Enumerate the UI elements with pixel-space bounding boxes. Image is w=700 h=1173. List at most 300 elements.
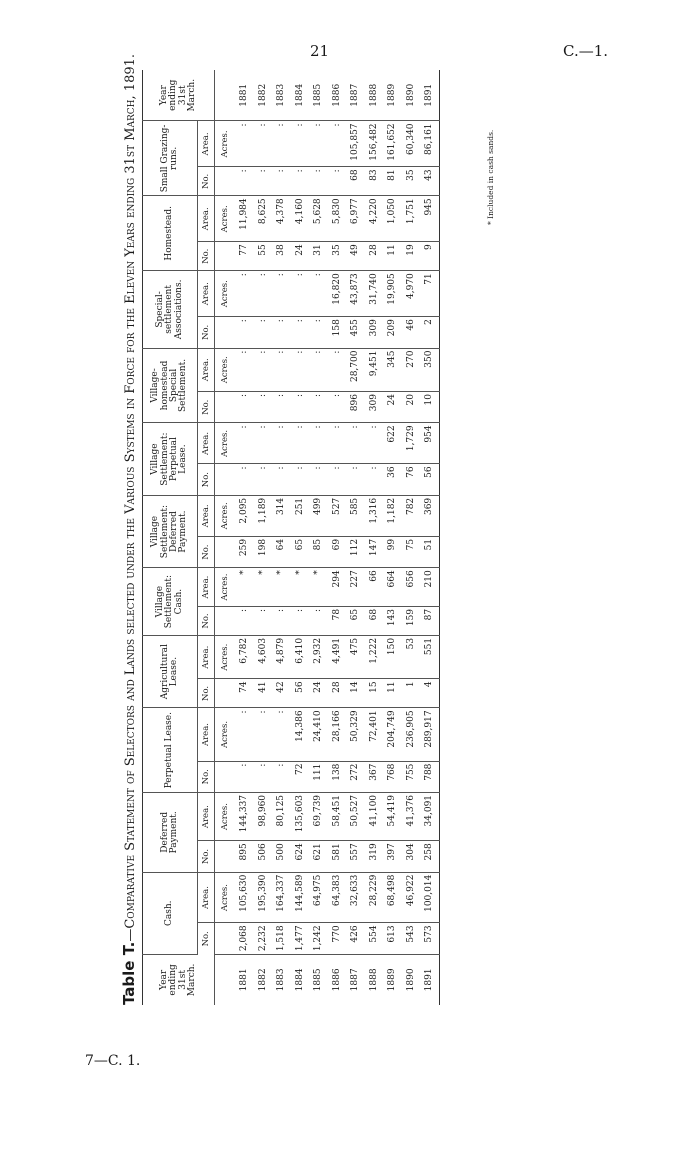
number-cell: 74 [235, 679, 254, 708]
area-cell: 6,977 [346, 196, 365, 242]
number-cell: 65 [346, 606, 365, 635]
number-cell: 426 [346, 923, 365, 954]
year-cell: 1884 [294, 968, 305, 992]
rotated-table-block [120, 53, 510, 1005]
number-cell: 35 [328, 242, 347, 271]
no-subheader: No. [198, 392, 215, 423]
number-cell: : [235, 606, 254, 635]
number-cell: 56 [420, 464, 439, 495]
area-cell: 782 [402, 495, 421, 536]
number-cell: 143 [383, 606, 402, 635]
number-cell: : [328, 464, 347, 495]
year-header-right: Year ending 31st March. [143, 70, 215, 121]
number-cell: 38 [272, 242, 291, 271]
area-cell: 4,160 [291, 196, 310, 242]
table-row [402, 70, 421, 1005]
number-cell: 83 [365, 167, 384, 196]
number-cell: 2,232 [254, 923, 273, 954]
number-cell: 557 [346, 841, 365, 872]
empty-cell [215, 317, 236, 348]
area-cell: 4,491 [328, 635, 347, 679]
area-cell: 161,652 [383, 121, 402, 167]
table-row [309, 70, 328, 1005]
table-body [215, 70, 440, 1005]
area-cell: 195,390 [254, 872, 273, 923]
number-cell: 4 [420, 679, 439, 708]
number-cell: : [309, 392, 328, 423]
area-cell: 4,220 [365, 196, 384, 242]
area-subheader: Area. [198, 423, 215, 464]
number-cell: 895 [235, 841, 254, 872]
units-cell: Acres. [215, 423, 236, 464]
number-cell: : [291, 167, 310, 196]
number-cell: 41 [254, 679, 273, 708]
area-cell: 527 [328, 495, 347, 536]
number-cell: 81 [383, 167, 402, 196]
area-cell: : [309, 121, 328, 167]
year-cell: 1883 [276, 968, 287, 992]
number-cell: : [272, 392, 291, 423]
document-code: C.—1. [563, 42, 609, 60]
number-cell: 78 [328, 606, 347, 635]
year-cell: 1889 [387, 968, 398, 992]
number-cell: 543 [402, 923, 421, 954]
number-cell: : [365, 464, 384, 495]
area-cell: 1,729 [402, 423, 421, 464]
area-cell: : [254, 348, 273, 391]
area-cell: 656 [402, 568, 421, 607]
number-cell: 2 [420, 317, 439, 348]
number-cell: 755 [402, 761, 421, 792]
year-cell-right: 1891 [420, 70, 439, 121]
area-cell: : [309, 423, 328, 464]
area-cell: : [328, 348, 347, 391]
area-cell: 98,960 [254, 792, 273, 840]
number-cell: 24 [309, 679, 328, 708]
area-cell: 24,410 [309, 708, 328, 761]
area-cell: 475 [346, 635, 365, 679]
area-cell: 4,970 [402, 271, 421, 317]
empty-cell [215, 761, 236, 792]
empty-cell [215, 841, 236, 872]
area-subheader: Area. [198, 708, 215, 761]
area-cell: 71 [420, 271, 439, 317]
number-cell: 159 [402, 606, 421, 635]
area-cell: : [291, 271, 310, 317]
area-cell: 204,749 [383, 708, 402, 761]
area-cell: 50,329 [346, 708, 365, 761]
year-cell-right: 1888 [365, 70, 384, 121]
number-cell: : [309, 317, 328, 348]
area-cell: 64,975 [309, 872, 328, 923]
number-cell: : [235, 392, 254, 423]
area-cell: 664 [383, 568, 402, 607]
no-subheader: No. [198, 536, 215, 567]
area-cell: : [235, 121, 254, 167]
area-cell: 5,830 [328, 196, 347, 242]
year-cell: 1886 [331, 968, 342, 992]
units-cell: Acres. [215, 271, 236, 317]
area-cell: 314 [272, 495, 291, 536]
area-cell: 50,527 [346, 792, 365, 840]
group-header: Village Settlement: Perpetual Lease. [143, 423, 198, 495]
number-cell: 304 [402, 841, 421, 872]
number-cell: 15 [365, 679, 384, 708]
no-subheader: No. [198, 841, 215, 872]
number-cell: 36 [383, 464, 402, 495]
area-cell: 43,873 [346, 271, 365, 317]
number-cell: 896 [346, 392, 365, 423]
area-cell: 236,905 [402, 708, 421, 761]
area-cell: 1,222 [365, 635, 384, 679]
area-cell: 46,922 [402, 872, 421, 923]
area-subheader: Area. [198, 792, 215, 840]
area-cell: : [346, 423, 365, 464]
group-header: Deferred Payment. [143, 792, 198, 872]
area-cell: : [328, 121, 347, 167]
number-cell: : [309, 606, 328, 635]
area-cell: 2,932 [309, 635, 328, 679]
year-cell-right: 1887 [346, 70, 365, 121]
group-header: Homestead. [143, 196, 198, 271]
number-cell: 28 [328, 679, 347, 708]
year-cell-right: 1883 [272, 70, 291, 121]
units-row [215, 70, 236, 1005]
number-cell: 68 [346, 167, 365, 196]
no-subheader: No. [198, 761, 215, 792]
empty-cell [215, 392, 236, 423]
empty-cell [215, 954, 236, 1005]
number-cell: : [254, 317, 273, 348]
table-row [383, 70, 402, 1005]
area-cell: 72,401 [365, 708, 384, 761]
empty-cell [215, 70, 236, 121]
year-cell-right: 1882 [254, 70, 273, 121]
area-subheader: Area. [198, 121, 215, 167]
area-cell: : [272, 708, 291, 761]
area-cell: : [291, 423, 310, 464]
area-cell: : [309, 348, 328, 391]
area-cell: : [235, 271, 254, 317]
year-cell-right: 1885 [309, 70, 328, 121]
number-cell: 64 [272, 536, 291, 567]
number-cell: 367 [365, 761, 384, 792]
group-header: Cash. [143, 872, 198, 954]
number-cell: 158 [328, 317, 347, 348]
area-cell: 2,095 [235, 495, 254, 536]
area-cell: 551 [420, 635, 439, 679]
area-cell: : [272, 121, 291, 167]
area-cell: 19,905 [383, 271, 402, 317]
area-cell: 164,337 [272, 872, 291, 923]
area-cell: 8,625 [254, 196, 273, 242]
number-cell: 455 [346, 317, 365, 348]
footnote: * Included in cash sands. [486, 129, 495, 225]
group-header: Village-homestead Special Settlement. [143, 348, 198, 423]
number-cell: 397 [383, 841, 402, 872]
number-cell: : [272, 606, 291, 635]
number-cell: 42 [272, 679, 291, 708]
number-cell: : [235, 464, 254, 495]
area-cell: 135,603 [291, 792, 310, 840]
number-cell: 85 [309, 536, 328, 567]
area-cell: : [254, 121, 273, 167]
area-subheader: Area. [198, 872, 215, 923]
year-cell: 1885 [313, 968, 324, 992]
area-cell: 4,879 [272, 635, 291, 679]
area-cell: 41,100 [365, 792, 384, 840]
units-cell: Acres. [215, 708, 236, 761]
number-cell: 11 [383, 242, 402, 271]
number-cell: : [254, 761, 273, 792]
area-cell: 41,376 [402, 792, 421, 840]
area-cell: 31,740 [365, 271, 384, 317]
area-cell: 5,628 [309, 196, 328, 242]
group-header: Small Grazing-runs. [143, 121, 198, 196]
area-cell: : [272, 271, 291, 317]
number-cell: 28 [365, 242, 384, 271]
area-cell: 64,383 [328, 872, 347, 923]
area-cell: 14,386 [291, 708, 310, 761]
area-subheader: Area. [198, 348, 215, 391]
units-cell: Acres. [215, 568, 236, 607]
year-cell: 1891 [424, 968, 435, 992]
year-cell: 1890 [405, 968, 416, 992]
no-subheader: No. [198, 923, 215, 954]
table-row [291, 70, 310, 1005]
area-cell: 227 [346, 568, 365, 607]
number-cell: 19 [402, 242, 421, 271]
number-cell: 258 [420, 841, 439, 872]
group-header: Agricultural Lease. [143, 635, 198, 707]
number-cell: 309 [365, 392, 384, 423]
number-cell: : [291, 606, 310, 635]
area-cell: : [309, 271, 328, 317]
units-cell: Acres. [215, 196, 236, 242]
area-cell: 80,125 [272, 792, 291, 840]
no-subheader: No. [198, 606, 215, 635]
number-cell: 31 [309, 242, 328, 271]
number-cell: 272 [346, 761, 365, 792]
number-cell: 613 [383, 923, 402, 954]
no-subheader: No. [198, 242, 215, 271]
number-cell: 259 [235, 536, 254, 567]
number-cell: 46 [402, 317, 421, 348]
number-cell: : [272, 167, 291, 196]
no-subheader: No. [198, 317, 215, 348]
area-cell: : [272, 348, 291, 391]
area-cell: : [235, 348, 254, 391]
area-cell: 6,782 [235, 635, 254, 679]
empty-cell [215, 679, 236, 708]
units-cell: Acres. [215, 495, 236, 536]
number-cell: 35 [402, 167, 421, 196]
group-header-row [143, 70, 198, 1005]
units-cell: Acres. [215, 792, 236, 840]
empty-cell [215, 464, 236, 495]
number-cell: 2,068 [235, 923, 254, 954]
units-cell: Acres. [215, 121, 236, 167]
area-cell: 54,419 [383, 792, 402, 840]
no-subheader: No. [198, 464, 215, 495]
area-cell: 105,630 [235, 872, 254, 923]
table-row [346, 70, 365, 1005]
year-cell-right: 1886 [328, 70, 347, 121]
area-cell: 16,820 [328, 271, 347, 317]
number-cell: : [291, 464, 310, 495]
area-cell: 945 [420, 196, 439, 242]
number-cell: 99 [383, 536, 402, 567]
page-number: 21 [310, 42, 330, 60]
page-footer: 7—C. 1. [85, 1053, 141, 1069]
area-cell: 58,451 [328, 792, 347, 840]
area-cell: : [235, 423, 254, 464]
area-cell: 60,340 [402, 121, 421, 167]
number-cell: 500 [272, 841, 291, 872]
number-cell: 198 [254, 536, 273, 567]
area-cell: : [365, 423, 384, 464]
area-cell: 954 [420, 423, 439, 464]
table-row [254, 70, 273, 1005]
number-cell: 573 [420, 923, 439, 954]
number-cell: : [235, 317, 254, 348]
number-cell: : [254, 167, 273, 196]
area-cell: 350 [420, 348, 439, 391]
no-subheader: No. [198, 679, 215, 708]
table-row [328, 70, 347, 1005]
number-cell: 506 [254, 841, 273, 872]
number-cell: 770 [328, 923, 347, 954]
area-subheader: Area. [198, 495, 215, 536]
number-cell: 69 [328, 536, 347, 567]
area-cell: 4,378 [272, 196, 291, 242]
year-header: Year ending 31st March. [143, 954, 215, 1005]
number-cell: : [309, 464, 328, 495]
area-cell: 499 [309, 495, 328, 536]
number-cell: 72 [291, 761, 310, 792]
area-cell: 1,050 [383, 196, 402, 242]
number-cell: 1,242 [309, 923, 328, 954]
area-cell: 69,739 [309, 792, 328, 840]
number-cell: 1,518 [272, 923, 291, 954]
area-cell: 289,917 [420, 708, 439, 761]
year-cell-right: 1881 [235, 70, 254, 121]
area-cell: : [235, 708, 254, 761]
area-cell: * [254, 568, 273, 607]
units-cell: Acres. [215, 348, 236, 391]
year-cell-right: 1890 [402, 70, 421, 121]
area-cell: : [291, 348, 310, 391]
area-cell: 11,984 [235, 196, 254, 242]
number-cell: 10 [420, 392, 439, 423]
number-cell: : [272, 317, 291, 348]
area-cell: 294 [328, 568, 347, 607]
empty-cell [215, 923, 236, 954]
number-cell: : [235, 761, 254, 792]
area-cell: 144,589 [291, 872, 310, 923]
area-cell: 28,229 [365, 872, 384, 923]
number-cell: 76 [402, 464, 421, 495]
number-cell: 77 [235, 242, 254, 271]
table-row [272, 70, 291, 1005]
area-cell: 1,316 [365, 495, 384, 536]
area-subheader: Area. [198, 635, 215, 679]
area-cell: 28,700 [346, 348, 365, 391]
units-cell: Acres. [215, 872, 236, 923]
area-subheader: Area. [198, 271, 215, 317]
area-cell: 345 [383, 348, 402, 391]
number-cell: : [346, 464, 365, 495]
area-cell: 6,410 [291, 635, 310, 679]
area-cell: 144,337 [235, 792, 254, 840]
area-subheader: Area. [198, 568, 215, 607]
area-cell: 1,189 [254, 495, 273, 536]
area-cell: 32,633 [346, 872, 365, 923]
subheader-row [198, 70, 215, 1005]
number-cell: : [272, 464, 291, 495]
group-header: Special-settlement Associations. [143, 271, 198, 348]
number-cell: : [235, 167, 254, 196]
year-cell-right: 1884 [291, 70, 310, 121]
number-cell: 65 [291, 536, 310, 567]
area-cell: 66 [365, 568, 384, 607]
number-cell: : [328, 167, 347, 196]
number-cell: 621 [309, 841, 328, 872]
number-cell: 11 [383, 679, 402, 708]
table-label: Table T. [120, 941, 138, 1005]
number-cell: 87 [420, 606, 439, 635]
area-cell: 622 [383, 423, 402, 464]
area-cell: : [254, 271, 273, 317]
area-cell: : [254, 708, 273, 761]
area-cell: * [309, 568, 328, 607]
number-cell: 24 [383, 392, 402, 423]
area-cell: 9,451 [365, 348, 384, 391]
number-cell: 554 [365, 923, 384, 954]
area-cell: 156,482 [365, 121, 384, 167]
number-cell: 581 [328, 841, 347, 872]
group-header: Village Settlement: Deferred Payment. [143, 495, 198, 567]
number-cell: 49 [346, 242, 365, 271]
table-title [120, 53, 138, 1005]
area-cell: 369 [420, 495, 439, 536]
area-cell: * [235, 568, 254, 607]
area-cell: * [272, 568, 291, 607]
empty-cell [215, 536, 236, 567]
table-row [235, 70, 254, 1005]
number-cell: 147 [365, 536, 384, 567]
number-cell: : [254, 464, 273, 495]
year-cell: 1882 [257, 968, 268, 992]
number-cell: : [309, 167, 328, 196]
number-cell: 55 [254, 242, 273, 271]
number-cell: 768 [383, 761, 402, 792]
area-cell: 105,857 [346, 121, 365, 167]
table-row [365, 70, 384, 1005]
area-subheader: Area. [198, 196, 215, 242]
number-cell: 624 [291, 841, 310, 872]
area-cell: 251 [291, 495, 310, 536]
number-cell: 9 [420, 242, 439, 271]
number-cell: 112 [346, 536, 365, 567]
number-cell: 319 [365, 841, 384, 872]
number-cell: 14 [346, 679, 365, 708]
number-cell: 75 [402, 536, 421, 567]
number-cell: : [254, 606, 273, 635]
area-cell: 100,014 [420, 872, 439, 923]
year-cell: 1887 [350, 968, 361, 992]
table-caption: —Comparative Statement of Selectors and Lands selected under the Various Systems in Force for the Eleven Years ending 31st March, 1891. [123, 53, 138, 942]
